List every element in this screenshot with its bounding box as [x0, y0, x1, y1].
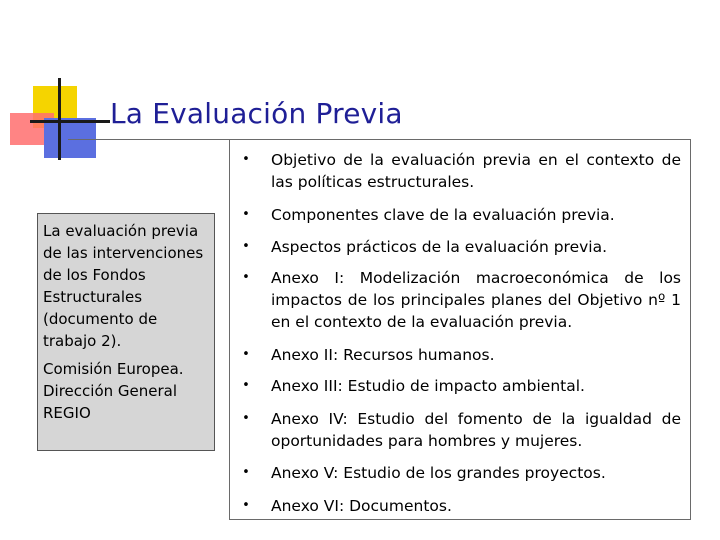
bullet-icon: •	[242, 465, 250, 480]
logo-horizontal-line	[30, 120, 110, 123]
logo-blue-square	[44, 118, 96, 158]
bullet-icon: •	[242, 270, 250, 285]
list-item-text: Objetivo de la evaluación previa en el contexto de las políticas estructurales.	[271, 151, 681, 191]
bullet-icon: •	[242, 498, 250, 513]
source-document-text: La evaluación previa de las intervenciones de los Fondos Estructurales (documento de trabajo 2).	[43, 222, 204, 350]
list-item-text: Anexo I: Modelización macroeconómica de los impactos de los principales planes del Objetivo nº 1 en el contexto de la evaluación previa.	[271, 269, 681, 331]
list-item-text: Aspectos prácticos de la evaluación previa.	[271, 238, 608, 256]
list-item-text: Anexo V: Estudio de los grandes proyectos.	[271, 464, 606, 482]
bullet-icon: •	[242, 239, 250, 254]
slide-title: La Evaluación Previa	[110, 97, 403, 130]
bullet-icon: •	[242, 207, 250, 222]
source-panel	[37, 213, 215, 451]
source-author-text: Comisión Europea. Dirección General REGIO	[43, 360, 184, 422]
bullet-icon: •	[242, 378, 250, 393]
bullet-icon: •	[242, 347, 250, 362]
decorative-logo	[0, 0, 110, 170]
bullet-icon: •	[242, 152, 250, 167]
bullet-icon: •	[242, 411, 250, 426]
list-item-text: Anexo II: Recursos humanos.	[271, 346, 495, 364]
list-item-text: Anexo III: Estudio de impacto ambiental.	[271, 377, 585, 395]
list-item-text: Componentes clave de la evaluación previa.	[271, 206, 615, 224]
logo-vertical-line	[58, 78, 61, 160]
list-item-text: Anexo VI: Documentos.	[271, 497, 452, 515]
list-item-text: Anexo IV: Estudio del fomento de la igualdad de oportunidades para hombres y mujeres.	[271, 410, 681, 450]
contents-box	[229, 139, 691, 520]
